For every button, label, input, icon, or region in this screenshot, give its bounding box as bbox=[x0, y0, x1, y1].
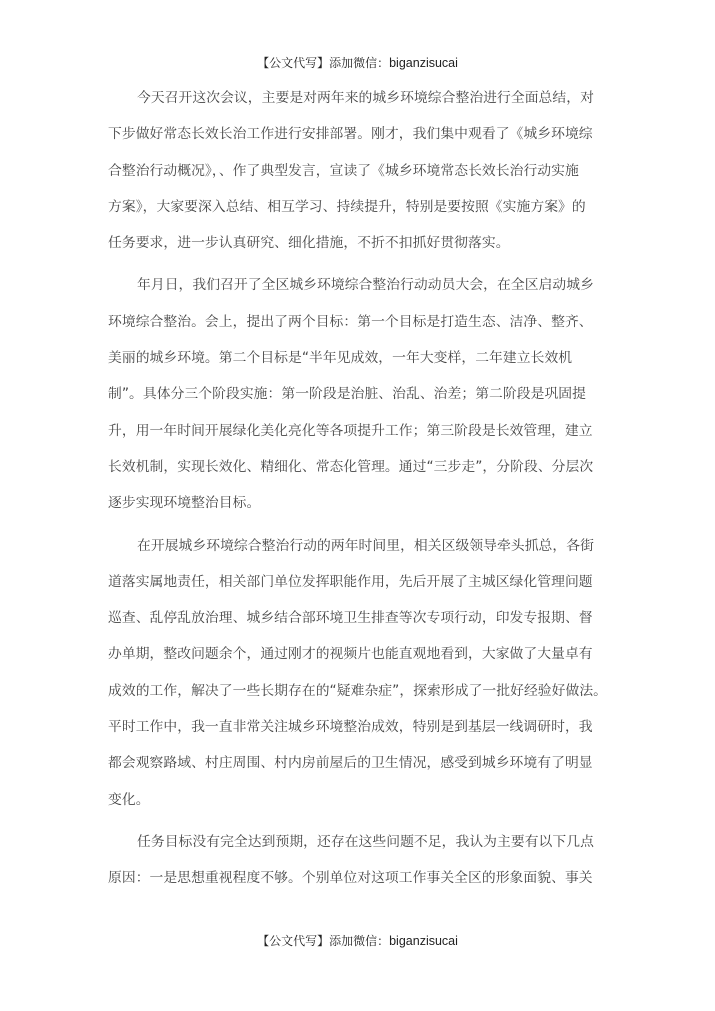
text-line: 合整治行动概况》，、作了典型发言，宣读了《城乡环境常态长效长治行动实施 bbox=[108, 162, 579, 179]
text-line: 升，用一年时间开展绿化美化亮化等各项提升工作；第三阶段是长效管理，建立 bbox=[108, 422, 593, 439]
text-line: 巡查、乱停乱放治理、城乡结合部环境卫生排查等次专项行动，印发专报期、督 bbox=[108, 610, 593, 627]
text-line: 今天召开这次会议，主要是对两年来的城乡环境综合整治进行全面总结，对 bbox=[137, 90, 594, 106]
text-line: 逐步实现环境整治目标。 bbox=[108, 495, 261, 512]
footer-watermark-contact: biganzisucai bbox=[389, 934, 458, 948]
footer-watermark-brand: 【公文代写】添加微信： bbox=[257, 934, 390, 948]
text-line: 平时工作中，我一直非常关注城乡环境整治成效，特别是到基层一线调研时，我 bbox=[108, 719, 593, 736]
text-line: 环境综合整治。会上，提出了两个目标：第一个目标是打造生态、洁净、整齐、 bbox=[108, 313, 593, 330]
text-line: 制”。具体分三个阶段实施：第一阶段是治脏、治乱、治差；第二阶段是巩固提 bbox=[108, 386, 586, 403]
text-line: 任务目标没有完全达到预期，还存在这些问题不足，我认为主要有以下几点 bbox=[137, 833, 594, 850]
text-line: 下步做好常态长效长治工作进行安排部署。刚才，我们集中观看了《城乡环境综 bbox=[108, 126, 593, 143]
header-watermark-brand: 【公文代写】添加微信： bbox=[257, 56, 390, 70]
paragraph-2 bbox=[108, 267, 608, 521]
text-line: 任务要求，进一步认真研究、细化措施，不折不扣抓好贯彻落实。 bbox=[108, 235, 510, 252]
paragraph-3 bbox=[108, 528, 608, 818]
text-line: 办单期，整改问题余个，通过刚才的视频片也能直观地看到，大家做了大量卓有 bbox=[108, 646, 593, 663]
text-line: 在开展城乡环境综合整治行动的两年时间里，相关区级领导牵头抓总，各街 bbox=[137, 537, 594, 554]
text-line: 原因：一是思想重视程度不够。个别单位对这项工作事关全区的形象面貌、事关 bbox=[108, 870, 593, 887]
text-line: 道落实属地责任，相关部门单位发挥职能作用，先后开展了主城区绿化管理问题 bbox=[108, 573, 593, 590]
text-line: 年月日，我们召开了全区城乡环境综合整治行动动员大会，在全区启动城乡 bbox=[137, 277, 594, 294]
document-body bbox=[108, 80, 608, 903]
page-footer-watermark bbox=[0, 932, 715, 949]
text-line: 方案》，大家要深入总结、相互学习、持续提升，特别是要按照《实施方案》的 bbox=[108, 198, 586, 215]
paragraph-1 bbox=[108, 80, 608, 261]
text-line: 成效的工作，解决了一些长期存在的“疑难杂症”，探索形成了一批好经验好做法。 bbox=[108, 682, 608, 699]
paragraph-4 bbox=[108, 824, 608, 897]
text-line: 变化。 bbox=[108, 791, 150, 808]
header-watermark-contact: biganzisucai bbox=[389, 56, 458, 70]
text-line: 长效机制，实现长效化、精细化、常态化管理。通过“三步走”，分阶段、分层次 bbox=[108, 458, 594, 475]
page-header-watermark bbox=[0, 54, 715, 71]
text-line: 都会观察路域、村庄周围、村内房前屋后的卫生情况，感受到城乡环境有了明显 bbox=[108, 755, 593, 772]
text-line: 美丽的城乡环境。第二个目标是“半年见成效，一年大变样，二年建立长效机 bbox=[108, 350, 573, 367]
